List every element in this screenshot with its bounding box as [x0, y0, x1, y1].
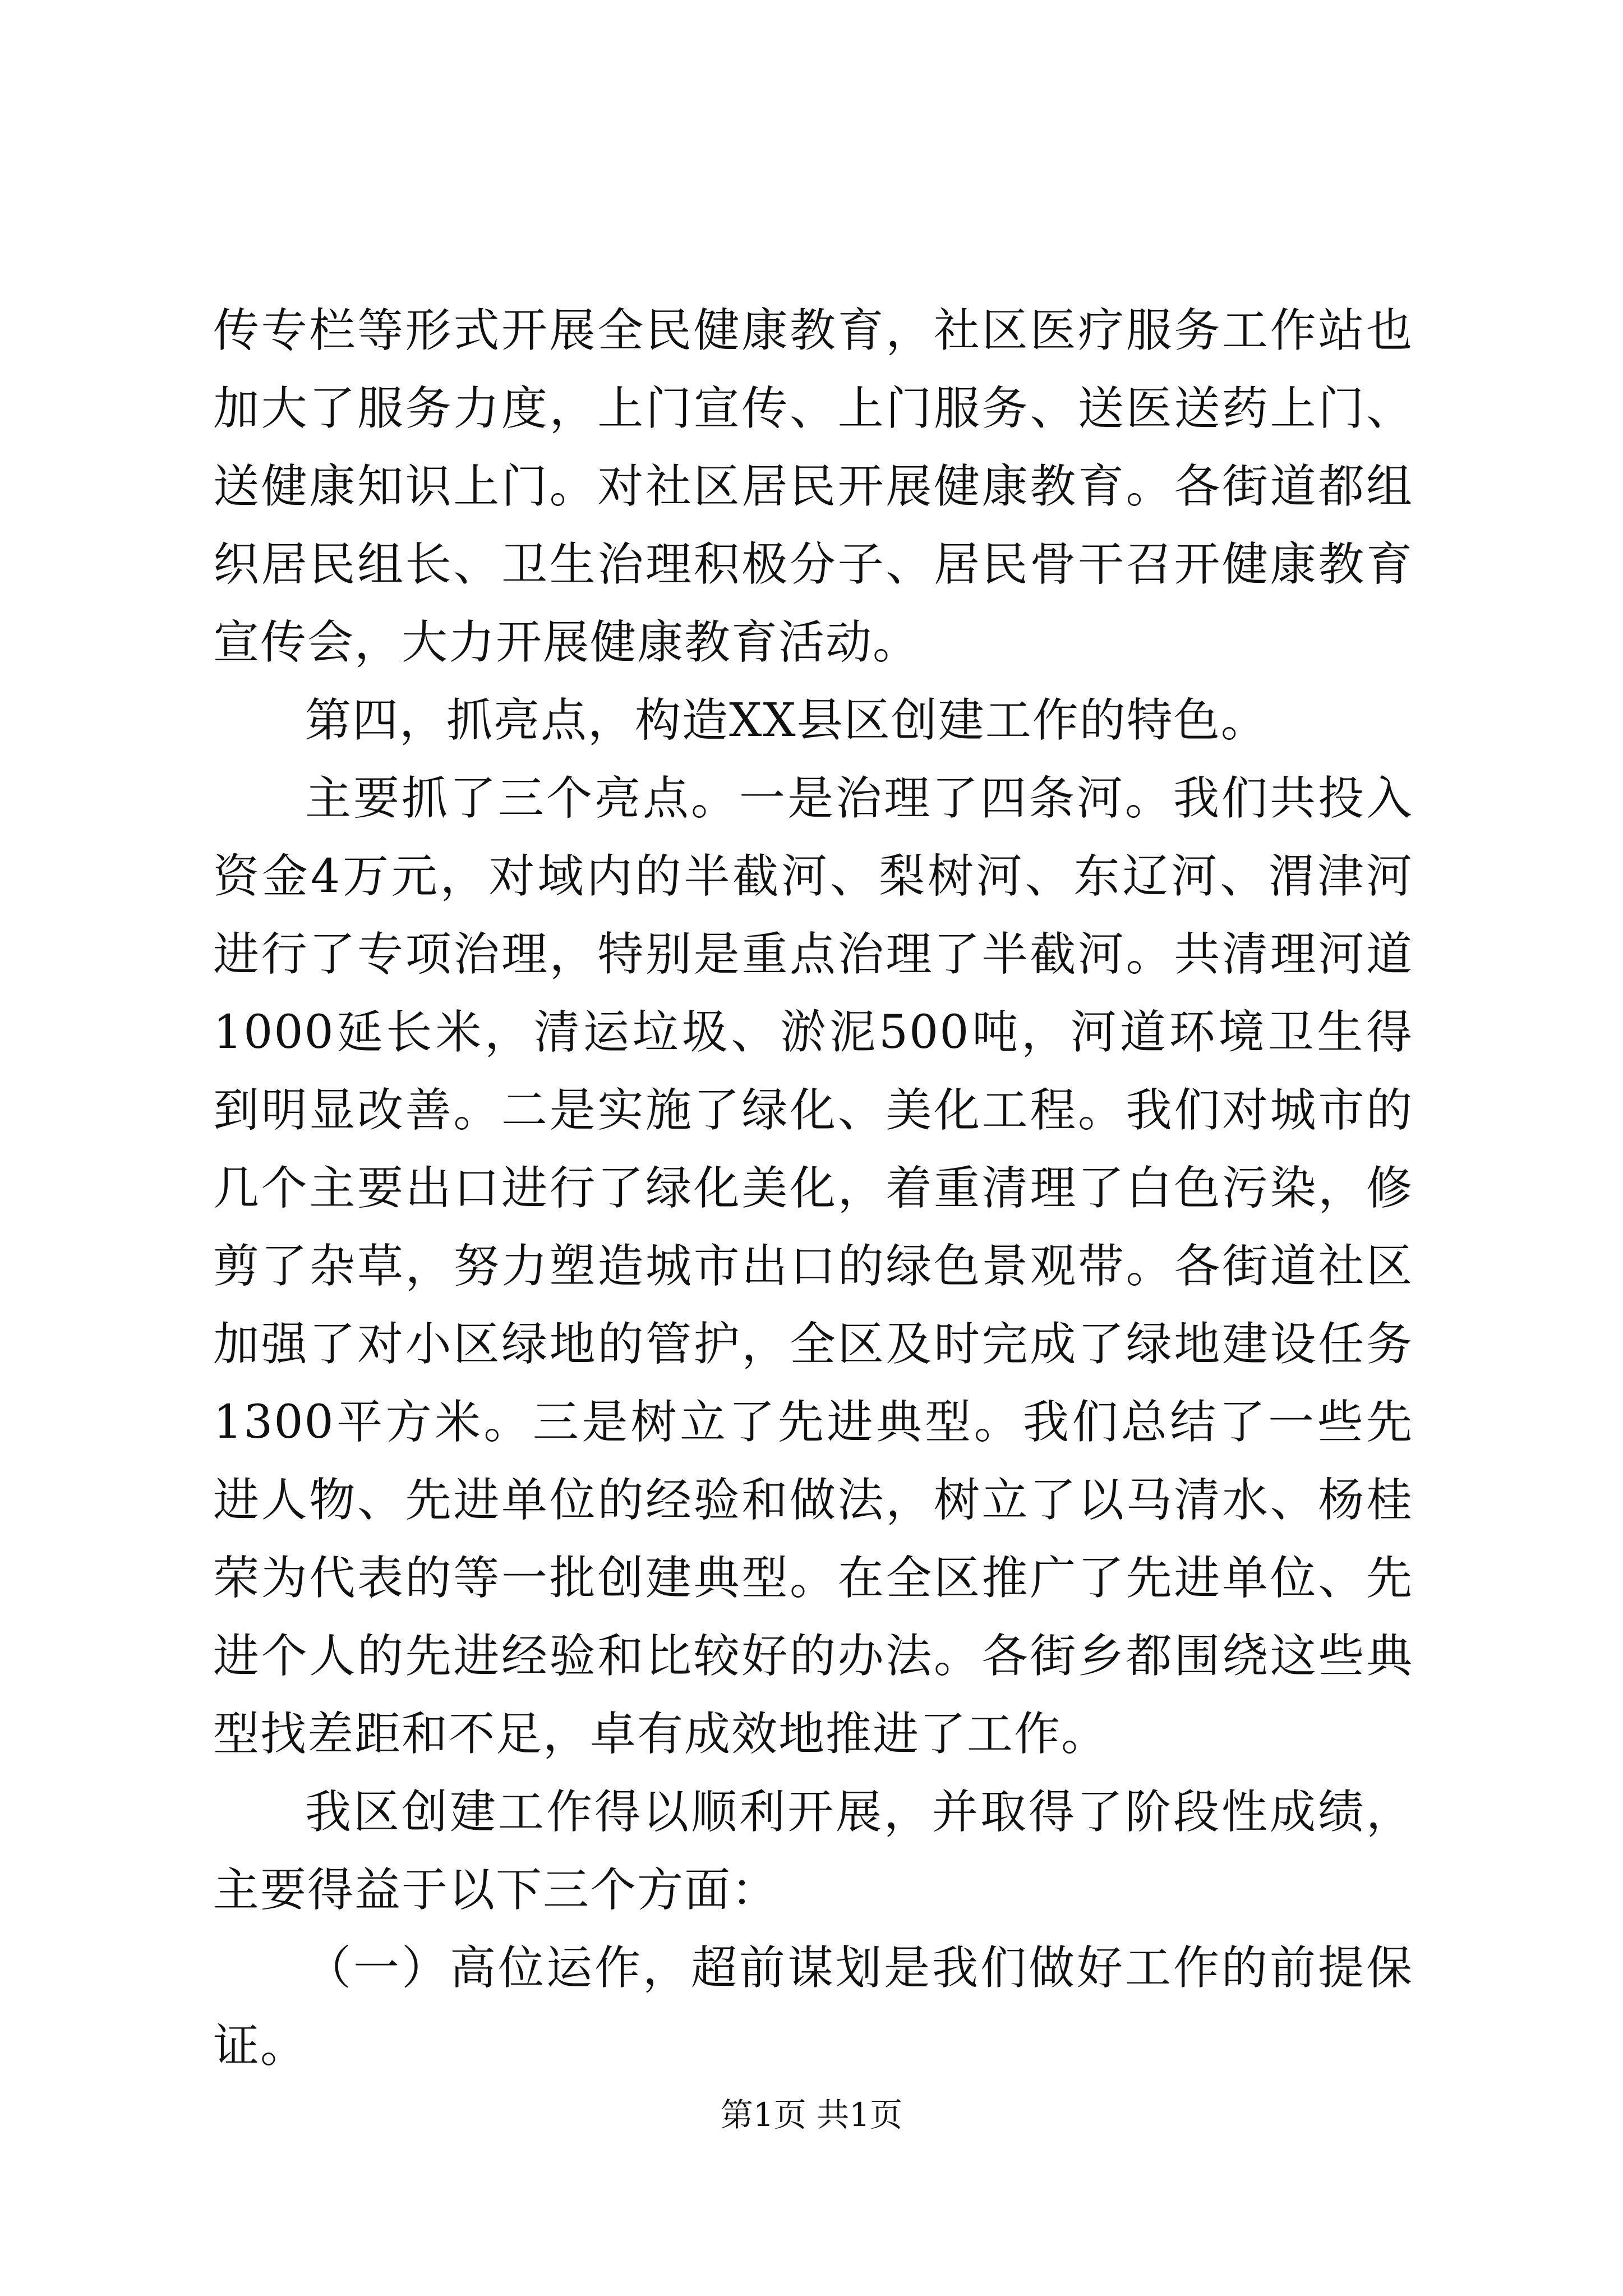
paragraph-three-aspects-intro: 我区创建工作得以顺利开展，并取得了阶段性成绩，主要得益于以下三个方面： — [213, 1786, 1413, 1917]
paragraph-three-highlights: 主要抓了三个亮点。一是治理了四条河。我们共投入资金4万元，对域内的半截河、梨树河、东辽河、渭津河进行了专项治理，特别是重点治理了半截河。共清理河道1000延长米，清运垃圾、淤泥500吨，河道环境卫生得到明显改善。二是实施了绿化、美化工程。我们对城市的几个主要出口进行了绿化美化，着重清理了白色污染，修剪了杂草，努力塑造城市出口的绿色景观带。各街道社区加强了对小区绿地的管护，全区及时完成了绿地建设任务1300平方米。三是树立了先进典型。我们总结了一些先进人物、先进单位的经验和做法，树立了以马清水、杨桂荣为代表的等一批创建典型。在全区推广了先进单位、先进个人的先进经验和比较好的办法。各街乡都围绕这些典型找差距和不足，卓有成效地推进了工作。 — [213, 772, 1413, 1761]
paragraph-subheading-one: （一）高位运作，超前谋划是我们做好工作的前提保证。 — [213, 1941, 1413, 2073]
paragraph-health-education: 传专栏等形式开展全民健康教育，社区医疗服务工作站也加大了服务力度，上门宣传、上门服务、送医送药上门、送健康知识上门。对社区居民开展健康教育。各街道都组织居民组长、卫生治理积极分子、居民骨干召开健康教育宣传会，大力开展健康教育活动。 — [213, 304, 1413, 669]
page-footer: 第1页 共1页 — [720, 2096, 903, 2134]
paragraph-section-four-heading: 第四，抓亮点，构造XX县区创建工作的特色。 — [305, 694, 1268, 747]
document-body — [213, 292, 1413, 2085]
